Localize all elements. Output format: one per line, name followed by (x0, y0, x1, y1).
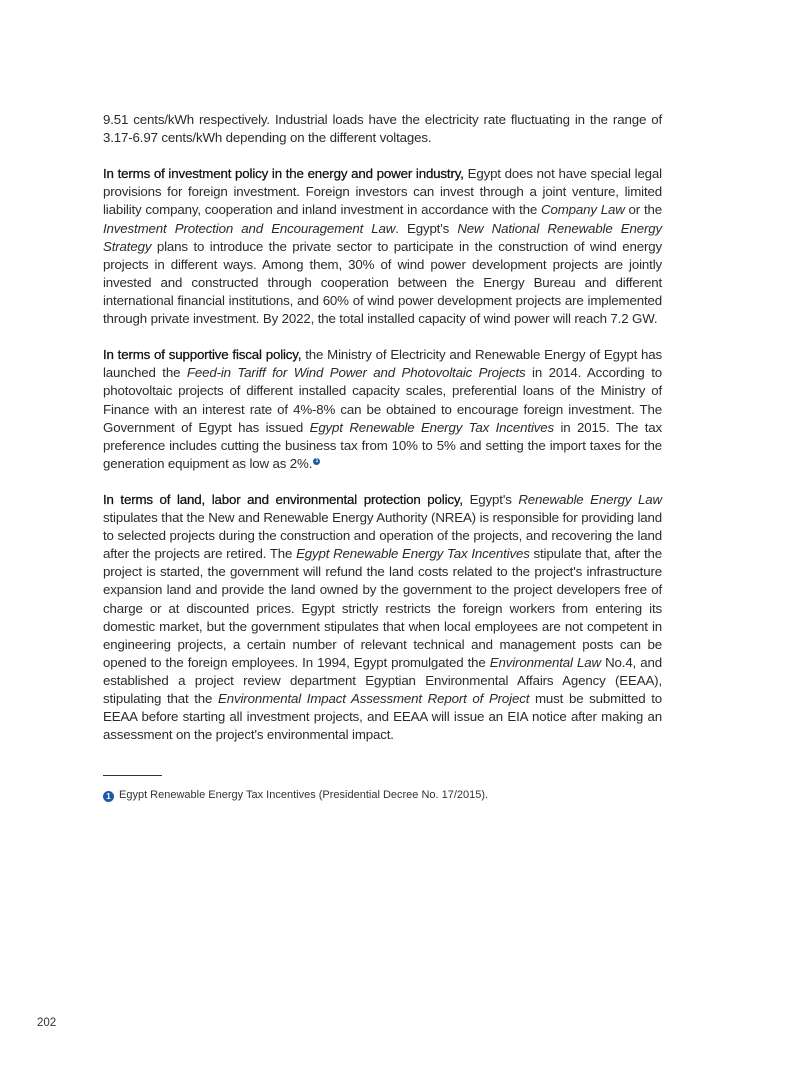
text-segment: plans to introduce the private sector to participate in the construction of wind energy projects in different ways. Among them, 30% of wind power development projects are jointly invested and constructed through cooperation between the Energy Bureau and different international financial institutions, and 60% of wind power development projects are implemented through private investment. By 2022, the total installed capacity of wind power will reach 7.2 GW. (103, 238, 662, 327)
footnote (103, 788, 488, 802)
text-segment: in 2014. According to photovoltaic projects of different installed capacity scales, preferential loans of the Ministry of Finance with an interest rate of 4%-8% can be obtained to encourage foreign investment. The Government of Egypt has issued (103, 365, 662, 435)
text-segment: . Egypt's (395, 220, 458, 236)
policy-title: Egypt Renewable Energy Tax Incentives (296, 546, 530, 562)
footnote-divider (103, 775, 162, 776)
policy-title: Egypt Renewable Energy Tax Incentives (309, 419, 555, 435)
text-segment: 9.51 cents/kWh respectively. Industrial loads have the electricity rate fluctuating in the range of 3.17-6.97 cents/kWh depending on the different voltages. (103, 112, 662, 146)
text-segment: stipulates that the New and Renewable Energy Authority (NREA) is responsible for providing land to selected projects during the construction and operation of the projects, and recovering the land after the projects are retired. The (103, 510, 662, 562)
text-segment: in 2015. The tax preference includes cutting the business tax from 10% to 5% and setting the import taxes for the generation equipment as low as 2%. (103, 419, 662, 471)
paragraph-fiscal-policy (103, 346, 662, 473)
text-segment: the Ministry of Electricity and Renewable Energy of Egypt has launched the (103, 347, 662, 381)
text-segment: or the (624, 202, 662, 218)
paragraph-investment-policy (103, 165, 662, 328)
strategy-title: New National Renewable Energy Strategy (103, 220, 663, 254)
text-segment: stipulate that, after the project is started, the government will refund the land costs related to the project's infrastructure expansion land and provide the land owned by the government to the project developers free of charge or at discounted prices. Egypt strictly restricts the foreign workers from entering its domestic market, but the government stipulates that when local employees are not competent in engineering projects, a certain number of relevant technical and management posts can be opened to the foreign employees. In 1994, Egypt promulgated the (103, 546, 662, 670)
law-title: Company Law (541, 202, 625, 218)
paragraph-electricity-rates (103, 111, 662, 147)
footnote-number-icon: 1 (103, 791, 114, 802)
text-segment: Egypt's (462, 491, 519, 507)
law-title: Investment Protection and Encouragement Law (103, 220, 396, 236)
text-segment: Egypt does not have special legal provisions for foreign investment. Foreign investors can invest through a joint venture, limited liability company, cooperation and inland investment in accordance with the (103, 166, 662, 218)
law-title: Environmental Law (489, 654, 601, 670)
report-title: Environmental Impact Assessment Report of Project (218, 691, 530, 706)
footnote-text: Egypt Renewable Energy Tax Incentives (Presidential Decree No. 17/2015). (119, 789, 489, 801)
footnote-reference-icon[interactable]: 1 (313, 458, 320, 465)
page-number: 202 (37, 1017, 57, 1029)
text-segment: No.4, and established a project review department Egyptian Environmental Affairs Agency (EEAA), stipulating that the (103, 654, 662, 706)
text-segment: must be submitted to EEAA before starting all investment projects, and EEAA will issue an EIA notice after making an assessment on the project's environmental impact. (103, 691, 662, 743)
paragraph-lead-heading: In terms of investment policy in the energy and power industry, (103, 166, 464, 182)
paragraph-land-labor-environment (103, 491, 662, 744)
body-text (103, 111, 662, 762)
law-title: Renewable Energy Law (518, 491, 662, 507)
policy-title: Feed-in Tariff for Wind Power and Photovoltaic Projects (186, 365, 526, 381)
paragraph-lead-heading: In terms of land, labor and environmental protection policy, (103, 491, 463, 507)
paragraph-lead-heading: In terms of supportive fiscal policy, (103, 347, 302, 363)
